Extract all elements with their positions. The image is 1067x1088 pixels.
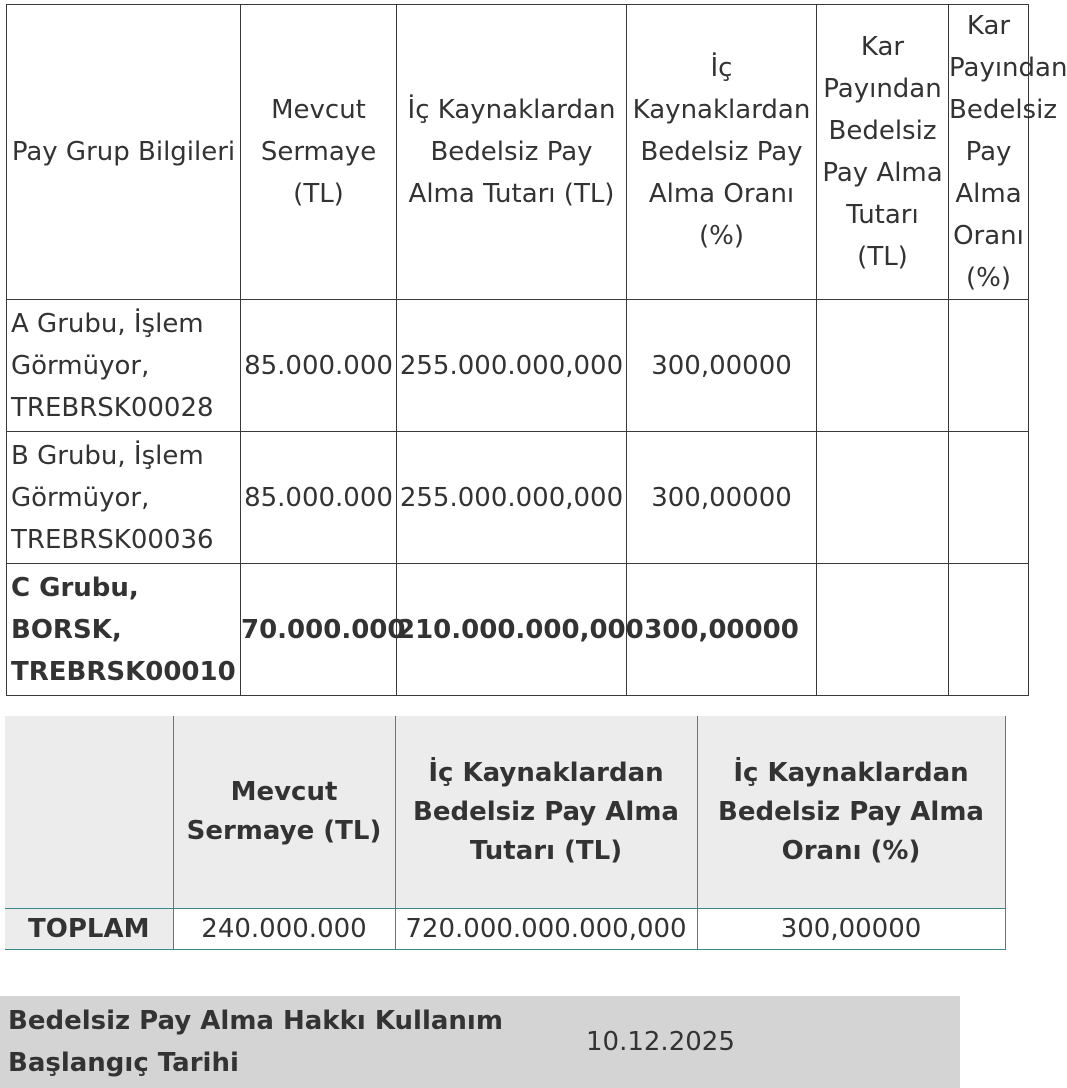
kar-tutar-cell [817, 432, 949, 564]
pay-group-table [6, 4, 1067, 696]
totals-sermaye: 240.000.000 [173, 909, 395, 950]
ic-oran-cell: 300,00000 [627, 300, 817, 432]
start-date-label: Bedelsiz Pay Alma Hakkı Kullanım Başlangıç Tarihi [8, 1006, 503, 1078]
totals-header-ic-kaynak-tutar: İç Kaynaklardan Bedelsiz Pay Alma Tutarı (TL) [395, 716, 697, 909]
ic-oran-cell: 300,00000 [627, 432, 817, 564]
header-ic-kaynak-oran: İç Kaynaklardan Bedelsiz Pay Alma Oranı (%) [627, 5, 817, 300]
group-name-cell: B Grubu, İşlem Görmüyor, TREBRSK00036 [7, 432, 241, 564]
ic-tutar-cell: 255.000.000,000 [397, 300, 627, 432]
totals-table [5, 716, 1006, 950]
kar-oran-cell [949, 300, 1029, 432]
totals-header-ic-kaynak-oran: İç Kaynaklardan Bedelsiz Pay Alma Oranı (%) [697, 716, 1005, 909]
sermaye-cell: 85.000.000 [241, 300, 397, 432]
sermaye-cell: 70.000.000 [241, 564, 397, 696]
kar-tutar-cell [817, 564, 949, 696]
totals-header-empty [5, 716, 173, 909]
table-row [7, 564, 1029, 696]
header-kar-payi-tutar: Kar Payından Bedelsiz Pay Alma Tutarı (TL) [817, 5, 949, 300]
totals-ic-oran: 300,00000 [697, 909, 1005, 950]
totals-header-mevcut-sermaye: Mevcut Sermaye (TL) [173, 716, 395, 909]
group-name-cell: A Grubu, İşlem Görmüyor, TREBRSK00028 [7, 300, 241, 432]
totals-row [5, 909, 1005, 950]
kar-oran-cell [949, 564, 1029, 696]
group-name-cell: C Grubu, BORSK, TREBRSK00010 [7, 564, 241, 696]
totals-ic-tutar: 720.000.000.000,000 [395, 909, 697, 950]
ic-tutar-cell: 255.000.000,000 [397, 432, 627, 564]
header-ic-kaynak-tutar: İç Kaynaklardan Bedelsiz Pay Alma Tutarı (TL) [397, 5, 627, 300]
start-date-value: 10.12.2025 [586, 1027, 735, 1057]
kar-tutar-cell [817, 300, 949, 432]
totals-label: TOPLAM [5, 909, 173, 950]
kar-oran-cell [949, 432, 1029, 564]
table-row [7, 300, 1029, 432]
ic-tutar-cell: 210.000.000,000 [397, 564, 627, 696]
ic-oran-cell: 300,00000 [627, 564, 817, 696]
table-row [7, 432, 1029, 564]
header-mevcut-sermaye: Mevcut Sermaye (TL) [241, 5, 397, 300]
header-kar-payi-oran: Kar Payından Bedelsiz Pay Alma Oranı (%) [949, 5, 1029, 300]
sermaye-cell: 85.000.000 [241, 432, 397, 564]
start-date-row [0, 996, 960, 1088]
pay-group-table-header-row [7, 5, 1029, 300]
header-pay-grup-bilgileri: Pay Grup Bilgileri [7, 5, 241, 300]
totals-table-header-row [5, 716, 1005, 909]
